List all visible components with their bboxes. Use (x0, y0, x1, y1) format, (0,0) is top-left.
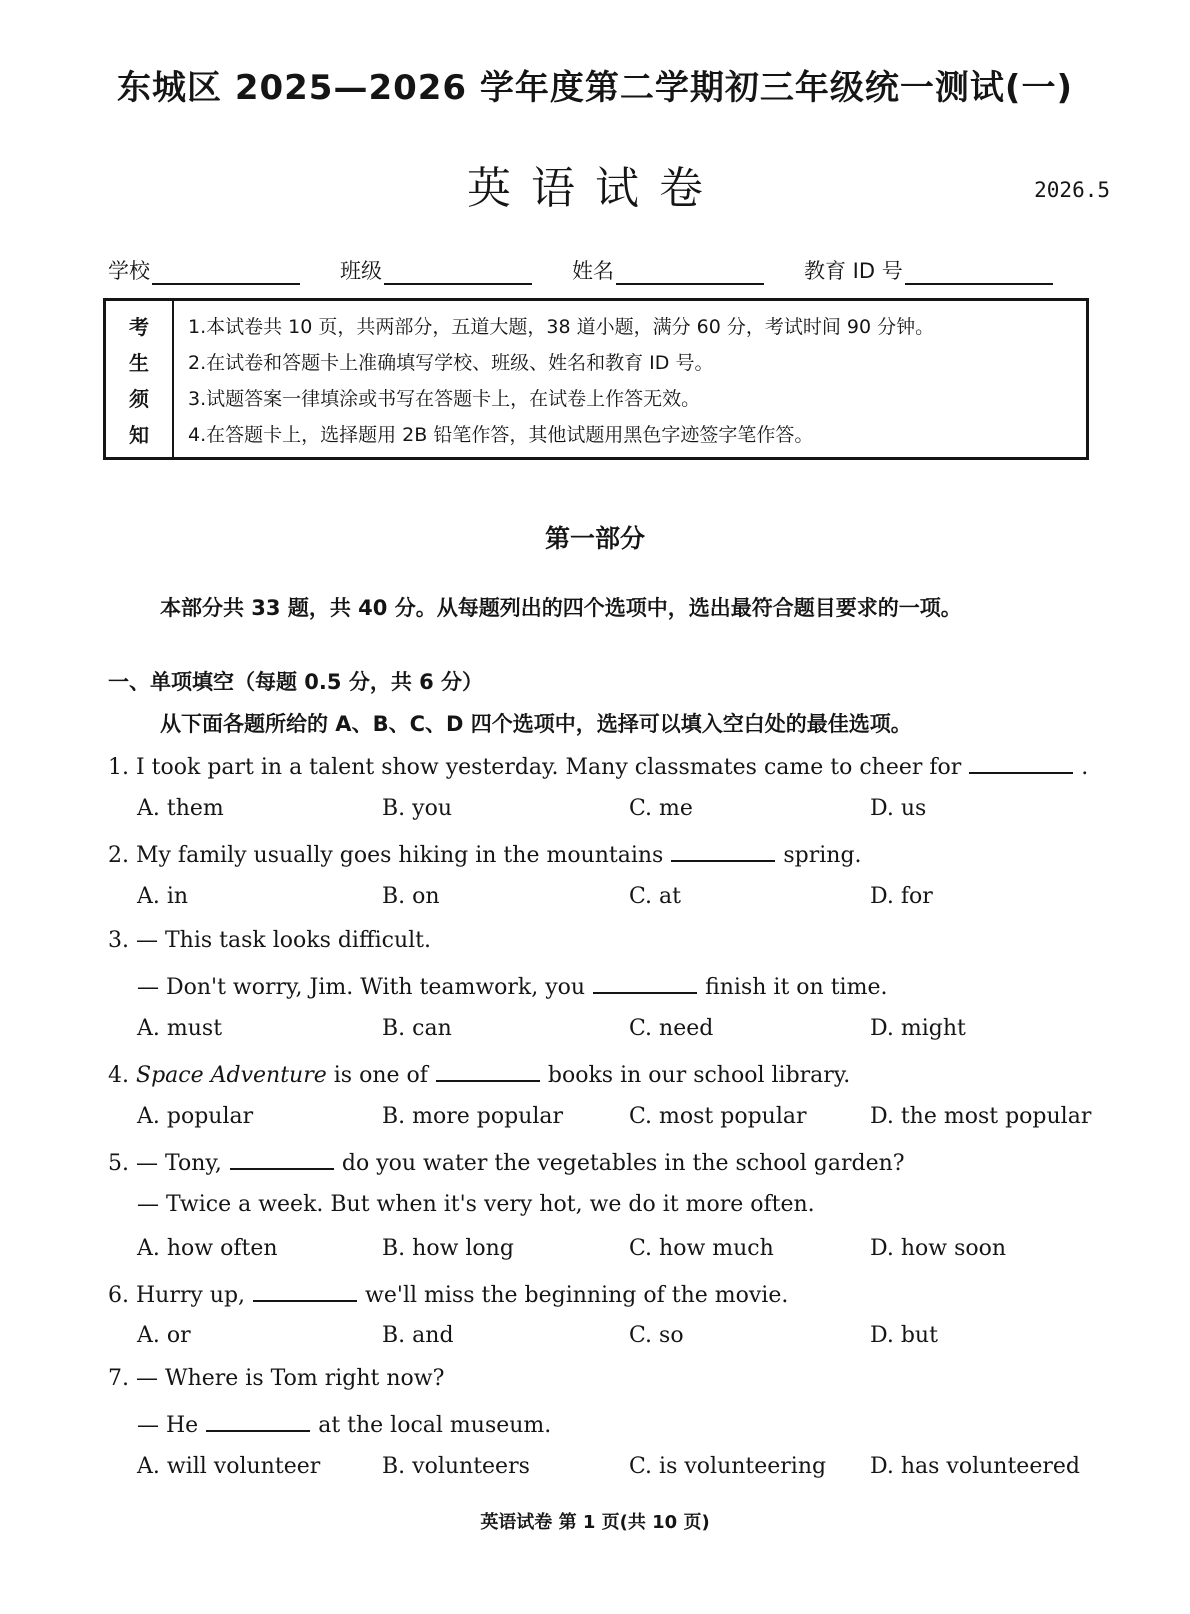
option-a[interactable]: A. must (137, 1016, 223, 1041)
option-d[interactable]: D. how soon (870, 1236, 1007, 1261)
option-a[interactable]: A. in (137, 884, 189, 909)
question-7-stem (108, 1366, 444, 1391)
class-label: 班级 (340, 259, 382, 283)
option-c[interactable]: C. so (629, 1323, 684, 1348)
option-d[interactable]: D. us (870, 796, 927, 821)
option-c[interactable]: C. me (629, 796, 693, 821)
question-text: 7. — Where is Tom right now? (108, 1366, 445, 1391)
page-footer: 英语试卷 第 1 页(共 10 页) (480, 1512, 710, 1533)
school-blank[interactable] (152, 257, 300, 285)
class-field (340, 255, 532, 285)
notice-item: 3.试题答案一律填涂或书写在答题卡上，在试卷上作答无效。 (188, 387, 701, 410)
notice-item: 1.本试卷共 10 页，共两部分，五道大题，38 道小题，满分 60 分，考试时间 90 分钟。 (188, 315, 935, 338)
option-a[interactable]: A. them (137, 796, 224, 821)
option-d[interactable]: D. might (870, 1016, 966, 1041)
option-d[interactable]: D. the most popular (870, 1104, 1092, 1129)
name-field (572, 255, 764, 285)
notice-label-char: 须 (129, 386, 149, 411)
question-text: is one of (333, 1063, 428, 1088)
part-intro: 本部分共 33 题，共 40 分。从每题列出的四个选项中，选出最符合题目要求的一项。 (160, 596, 962, 620)
question-7-reply (137, 1410, 551, 1438)
option-d[interactable]: D. has volunteered (870, 1454, 1080, 1479)
id-label: 教育 ID 号 (804, 259, 903, 283)
book-title: Space Adventure (136, 1063, 327, 1088)
id-blank[interactable] (905, 257, 1053, 285)
question-text: we'll miss the beginning of the movie. (365, 1283, 789, 1308)
question-text: do you water the vegetables in the school garden? (341, 1151, 905, 1176)
question-text: — Don't worry, Jim. With teamwork, you (137, 975, 586, 1000)
notice-label-char: 知 (129, 422, 149, 447)
answer-blank (230, 1148, 334, 1170)
option-c[interactable]: C. need (629, 1016, 714, 1041)
student-info-row (108, 255, 1108, 285)
question-text: at the local museum. (318, 1413, 552, 1438)
option-c[interactable]: C. is volunteering (629, 1454, 827, 1479)
option-b[interactable]: B. volunteers (382, 1454, 530, 1479)
question-4-stem (108, 1060, 850, 1088)
school-field (108, 255, 300, 285)
answer-blank (253, 1280, 357, 1302)
question-3-stem (108, 928, 431, 953)
notice-label-char: 考 (129, 314, 149, 339)
question-text: 1. I took part in a talent show yesterday. Many classmates came to cheer for (108, 755, 962, 780)
exam-title: 东城区 2025—2026 学年度第二学期初三年级统一测试(一) (116, 68, 1073, 108)
answer-blank (969, 752, 1073, 774)
question-1-stem (108, 752, 1088, 780)
answer-blank (206, 1410, 310, 1432)
name-label: 姓名 (572, 259, 614, 283)
notice-items (174, 301, 1086, 457)
option-c[interactable]: C. at (629, 884, 681, 909)
id-field (804, 255, 1053, 285)
question-text: 6. Hurry up, (108, 1283, 246, 1308)
option-c[interactable]: C. most popular (629, 1104, 807, 1129)
section-instruction: 从下面各题所给的 A、B、C、D 四个选项中，选择可以填入空白处的最佳选项。 (160, 712, 912, 736)
question-5-reply (137, 1192, 815, 1217)
exam-notice-box (103, 298, 1089, 460)
notice-label-char: 生 (129, 350, 149, 375)
question-2-stem (108, 840, 862, 868)
notice-label (106, 301, 174, 457)
exam-date: 2026.5 (1034, 178, 1110, 202)
option-a[interactable]: A. how often (137, 1236, 278, 1261)
option-b[interactable]: B. and (382, 1323, 454, 1348)
question-text: — He (137, 1413, 199, 1438)
answer-blank (671, 840, 775, 862)
option-d[interactable]: D. for (870, 884, 933, 909)
subject-title: 英语试卷 (467, 163, 723, 214)
option-b[interactable]: B. how long (382, 1236, 514, 1261)
option-a[interactable]: A. or (137, 1323, 191, 1348)
option-a[interactable]: A. popular (137, 1104, 254, 1129)
name-blank[interactable] (616, 257, 764, 285)
option-b[interactable]: B. can (382, 1016, 452, 1041)
notice-item: 4.在答题卡上，选择题用 2B 铅笔作答，其他试题用黑色字迹签字笔作答。 (188, 423, 814, 446)
question-text: spring. (783, 843, 862, 868)
option-c[interactable]: C. how much (629, 1236, 774, 1261)
question-text: . (1081, 755, 1089, 780)
question-text: 5. — Tony, (108, 1151, 222, 1176)
question-text: finish it on time. (705, 975, 888, 1000)
school-label: 学校 (108, 259, 150, 283)
question-5-stem (108, 1148, 905, 1176)
question-text: 2. My family usually goes hiking in the mountains (108, 843, 664, 868)
part-title: 第一部分 (544, 524, 645, 553)
question-6-stem (108, 1280, 788, 1308)
question-text: 4. (108, 1063, 129, 1088)
option-b[interactable]: B. more popular (382, 1104, 564, 1129)
question-text: — Twice a week. But when it's very hot, we do it more often. (137, 1192, 815, 1217)
section-heading: 一、单项填空（每题 0.5 分，共 6 分） (108, 670, 484, 694)
answer-blank (436, 1060, 540, 1082)
class-blank[interactable] (384, 257, 532, 285)
question-3-reply (137, 972, 887, 1000)
option-b[interactable]: B. you (382, 796, 452, 821)
option-d[interactable]: D. but (870, 1323, 938, 1348)
question-text: books in our school library. (547, 1063, 851, 1088)
option-b[interactable]: B. on (382, 884, 440, 909)
question-text: 3. — This task looks difficult. (108, 928, 431, 953)
answer-blank (593, 972, 697, 994)
option-a[interactable]: A. will volunteer (137, 1454, 321, 1479)
notice-item: 2.在试卷和答题卡上准确填写学校、班级、姓名和教育 ID 号。 (188, 351, 714, 374)
